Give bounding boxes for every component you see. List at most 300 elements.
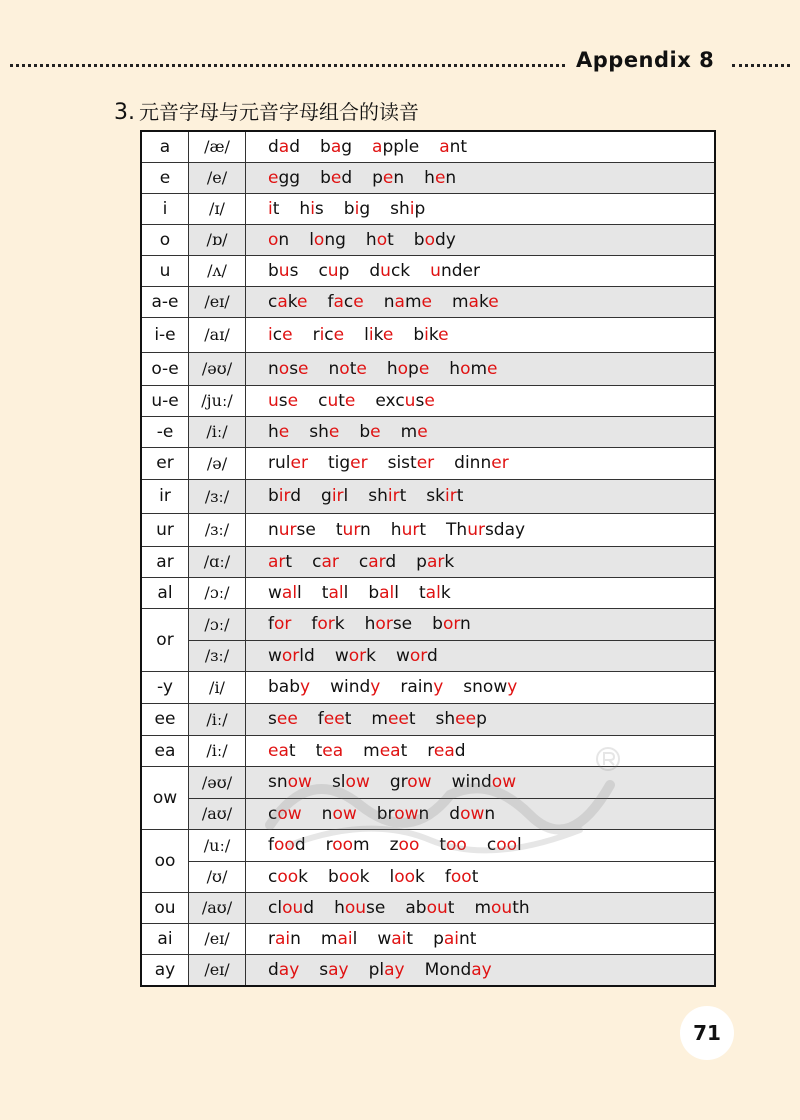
word-letters: tig — [327, 453, 351, 473]
word-letters: t — [288, 740, 296, 761]
highlighted-letters: ar — [268, 551, 286, 572]
example-word — [326, 835, 370, 855]
highlighted-letters: i — [368, 324, 374, 345]
word-letters: k — [415, 866, 425, 887]
highlighted-letters: e — [370, 421, 381, 442]
word-letters: br — [376, 803, 395, 824]
word-letters: h — [268, 421, 279, 442]
example-word — [309, 230, 346, 250]
word-letters: f — [268, 614, 274, 634]
highlighted-letters: e — [297, 291, 308, 312]
appendix-label: Appendix 8 — [576, 48, 715, 72]
word-letters: t — [315, 740, 323, 761]
example-word — [328, 292, 364, 312]
example-word — [426, 486, 463, 506]
example-word — [359, 552, 396, 572]
highlighted-letters: oo — [274, 835, 295, 855]
word-letters: k — [359, 866, 370, 887]
word-letters: f — [444, 866, 451, 887]
table-row — [141, 829, 715, 861]
example-word — [436, 709, 487, 729]
word-letters: l — [297, 582, 302, 603]
example-word — [330, 677, 380, 697]
example-word — [268, 137, 300, 157]
highlighted-letters: a — [372, 136, 383, 157]
example-word — [268, 292, 308, 312]
word-letters: d — [294, 835, 306, 855]
word-letters: rain — [400, 677, 434, 697]
word-letters: l — [309, 229, 314, 250]
highlighted-letters: ai — [337, 928, 353, 949]
highlighted-letters: e — [268, 167, 279, 188]
example-word — [372, 137, 419, 157]
highlighted-letters: ay — [278, 959, 300, 980]
example-words-cell — [246, 224, 716, 255]
word-letters: n — [484, 803, 496, 824]
highlighted-letters: a — [278, 136, 290, 157]
vowel-letter-cell: -e — [141, 416, 189, 447]
highlighted-letters: o — [397, 358, 409, 379]
word-letters: k — [298, 866, 309, 887]
word-letters: m — [363, 740, 380, 761]
section-title — [114, 96, 419, 125]
example-words-cell — [246, 546, 716, 577]
example-word — [268, 230, 289, 250]
highlighted-letters: or — [442, 614, 461, 634]
highlighted-letters: a — [394, 291, 405, 312]
dotted-rule-right — [732, 64, 790, 67]
word-letters: t — [439, 835, 447, 855]
highlighted-letters: ee — [276, 709, 298, 729]
phonetic-symbol-cell: /ʌ/ — [189, 255, 246, 286]
word-letters: d — [268, 136, 279, 157]
highlighted-letters: ai — [275, 928, 291, 949]
word-letters: s — [278, 390, 288, 411]
example-word — [268, 520, 316, 540]
phonetic-symbol-cell: /ɪ/ — [189, 193, 246, 224]
word-letters: s — [289, 260, 299, 281]
word-letters: m — [353, 835, 370, 855]
vowel-letter-cell: i — [141, 193, 189, 224]
highlighted-letters: ea — [322, 740, 344, 761]
highlighted-letters: al — [281, 582, 298, 603]
highlighted-letters: ee — [455, 709, 477, 729]
word-letters: w — [268, 582, 282, 603]
word-letters: c — [343, 291, 354, 312]
word-letters: b — [320, 167, 331, 188]
word-letters: b — [413, 229, 425, 250]
word-letters: b — [368, 582, 380, 603]
word-letters: m — [371, 709, 388, 729]
word-letters: ld — [299, 645, 315, 666]
example-word — [452, 292, 499, 312]
highlighted-letters: or — [274, 614, 292, 634]
example-words-cell — [246, 829, 716, 861]
word-letters: w — [377, 928, 392, 949]
example-word — [400, 677, 443, 697]
phonetic-symbol-cell: /e/ — [189, 162, 246, 193]
example-word — [388, 453, 435, 473]
example-word — [268, 552, 292, 572]
highlighted-letters: e — [434, 167, 446, 188]
example-word — [390, 199, 425, 219]
highlighted-letters: er — [350, 453, 368, 473]
word-letters: wind — [451, 772, 492, 792]
highlighted-letters: ow — [287, 772, 312, 792]
table-row — [141, 640, 715, 671]
example-word — [432, 614, 471, 634]
phonetic-symbol-cell: /ɜː/ — [189, 479, 246, 513]
word-letters: b — [268, 486, 279, 506]
word-letters: k — [287, 291, 298, 312]
example-word — [318, 709, 352, 729]
vowel-letter-cell: or — [141, 608, 189, 671]
word-letters: Th — [446, 519, 468, 540]
word-letters: sh — [309, 421, 329, 442]
highlighted-letters: e — [328, 421, 340, 442]
example-words-cell — [246, 255, 716, 286]
highlighted-letters: a — [439, 136, 450, 157]
highlighted-letters: ur — [342, 519, 361, 540]
word-letters: f — [311, 614, 318, 634]
word-letters: w — [334, 645, 349, 666]
example-word — [268, 168, 300, 188]
example-word — [401, 422, 428, 442]
highlighted-letters: oo — [496, 835, 518, 855]
word-letters: t — [400, 740, 408, 761]
highlighted-letters: ou — [282, 897, 304, 918]
table-row — [141, 766, 715, 798]
example-word — [268, 486, 301, 506]
example-word — [268, 929, 301, 949]
example-word — [371, 709, 415, 729]
highlighted-letters: oo — [446, 835, 467, 855]
word-letters: b — [432, 614, 443, 634]
word-letters: g — [341, 136, 353, 157]
word-letters: b — [343, 198, 355, 219]
highlighted-letters: or — [281, 645, 300, 666]
word-letters: c — [268, 803, 278, 824]
example-words-cell — [246, 479, 716, 513]
highlighted-letters: ay — [471, 959, 492, 980]
highlighted-letters: al — [328, 582, 344, 603]
example-word — [311, 614, 344, 634]
word-letters: t — [285, 551, 293, 572]
highlighted-letters: ur — [278, 519, 297, 540]
example-word — [268, 867, 308, 887]
example-word — [363, 741, 407, 761]
word-letters: pple — [382, 136, 420, 157]
example-word — [368, 486, 406, 506]
phonetic-symbol-cell: /iː/ — [189, 416, 246, 447]
word-letters: b — [268, 260, 279, 281]
example-word — [396, 646, 438, 666]
word-letters: f — [317, 709, 324, 729]
example-words-cell — [246, 385, 716, 416]
phonetic-symbol-cell: /ɑː/ — [189, 546, 246, 577]
word-letters: g — [321, 486, 332, 506]
example-word — [320, 168, 352, 188]
word-letters: n — [460, 614, 471, 634]
word-letters: c — [318, 390, 328, 411]
highlighted-letters: e — [356, 358, 367, 379]
highlighted-letters: e — [438, 324, 449, 345]
word-letters: h — [449, 358, 461, 379]
word-letters: dinn — [454, 453, 492, 473]
word-letters: bab — [268, 677, 300, 697]
highlighted-letters: ea — [268, 740, 289, 761]
word-letters: r — [427, 740, 434, 761]
word-letters: se — [366, 897, 386, 918]
table-row — [141, 608, 715, 640]
word-letters: n — [393, 167, 405, 188]
word-letters: wind — [330, 677, 371, 697]
example-words-cell — [246, 735, 716, 766]
word-letters: l — [394, 582, 399, 603]
highlighted-letters: ou — [491, 897, 513, 918]
word-letters: p — [416, 551, 427, 572]
page-header — [0, 46, 800, 82]
word-letters: n — [268, 519, 279, 540]
word-letters: t — [338, 390, 345, 411]
example-word — [463, 677, 517, 697]
word-letters: h — [334, 897, 345, 918]
example-word — [335, 646, 376, 666]
vowel-letter-cell: al — [141, 577, 189, 608]
word-letters: Mond — [424, 959, 472, 980]
vowel-letter-cell: i-e — [141, 317, 189, 352]
example-words-cell — [246, 513, 716, 546]
word-letters: t — [387, 229, 394, 250]
table-row — [141, 513, 715, 546]
example-word — [405, 898, 454, 918]
phonetic-symbol-cell: /ɔː/ — [189, 608, 246, 640]
example-word — [474, 898, 529, 918]
word-letters: c — [268, 866, 278, 887]
word-letters: f — [268, 835, 274, 855]
word-letters: se — [392, 614, 413, 634]
highlighted-letters: ay — [384, 959, 405, 980]
table-row — [141, 923, 715, 954]
highlighted-letters: ir — [387, 486, 400, 506]
highlighted-letters: al — [425, 582, 441, 603]
example-words-cell — [246, 352, 716, 385]
example-word — [390, 867, 425, 887]
word-letters: r — [312, 324, 320, 345]
word-letters: rul — [268, 453, 291, 473]
word-letters: snow — [463, 677, 508, 697]
example-word — [268, 391, 298, 411]
word-letters: s — [268, 709, 277, 729]
vowel-letter-cell: oo — [141, 829, 189, 892]
table-row — [141, 447, 715, 479]
highlighted-letters: y — [433, 677, 444, 697]
example-word — [391, 520, 426, 540]
highlighted-letters: e — [382, 167, 394, 188]
phonetic-symbol-cell: /ʊ/ — [189, 861, 246, 892]
example-words-cell — [246, 416, 716, 447]
word-letters: t — [272, 198, 280, 219]
example-word — [454, 453, 509, 473]
example-word — [419, 583, 451, 603]
example-word — [433, 929, 476, 949]
table-row — [141, 861, 715, 892]
phonetic-symbol-cell: /eɪ/ — [189, 923, 246, 954]
highlighted-letters: oo — [398, 835, 420, 855]
word-letters: p — [372, 167, 383, 188]
vowel-pronunciation-table — [140, 130, 716, 987]
example-word — [319, 960, 348, 980]
example-word — [425, 960, 492, 980]
word-letters: z — [389, 835, 399, 855]
word-letters: h — [299, 198, 311, 219]
highlighted-letters: ou — [426, 897, 448, 918]
vowel-letter-cell: u-e — [141, 385, 189, 416]
example-words-cell — [246, 923, 716, 954]
example-word — [332, 772, 370, 792]
word-letters: w — [268, 645, 282, 666]
example-word — [268, 325, 293, 345]
example-word — [299, 199, 323, 219]
word-letters: h — [424, 167, 435, 188]
word-letters: l — [364, 324, 369, 345]
example-words-cell — [246, 447, 716, 479]
word-letters: nder — [440, 260, 480, 281]
highlighted-letters: a — [277, 291, 288, 312]
word-letters: c — [272, 324, 283, 345]
highlighted-letters: e — [382, 324, 394, 345]
word-letters: s — [319, 959, 329, 980]
word-letters: d — [385, 551, 397, 572]
table-row — [141, 892, 715, 923]
highlighted-letters: e — [424, 390, 435, 411]
highlighted-letters: ee — [323, 709, 345, 729]
highlighted-letters: a — [333, 291, 344, 312]
highlighted-letters: y — [507, 677, 518, 697]
example-words-cell — [246, 193, 716, 224]
highlighted-letters: or — [375, 614, 393, 634]
example-words-cell — [246, 640, 716, 671]
word-letters: th — [512, 897, 530, 918]
word-letters: b — [328, 866, 339, 887]
word-letters: nt — [459, 928, 477, 949]
word-letters: sh — [435, 709, 456, 729]
phonetic-symbol-cell: /uː/ — [189, 829, 246, 861]
example-words-cell — [246, 861, 716, 892]
vowel-letter-cell: ur — [141, 513, 189, 546]
phonetic-symbol-cell: /ə/ — [189, 447, 246, 479]
word-letters: n — [268, 358, 279, 379]
highlighted-letters: u — [278, 260, 290, 281]
word-letters: dy — [434, 229, 456, 250]
example-words-cell — [246, 766, 716, 798]
highlighted-letters: u — [380, 260, 391, 281]
example-words-cell — [246, 317, 716, 352]
phonetic-symbol-cell: /i/ — [189, 671, 246, 703]
word-letters: ab — [405, 897, 427, 918]
example-word — [321, 929, 357, 949]
phonetic-symbol-cell: /iː/ — [189, 735, 246, 766]
word-letters: t — [321, 582, 329, 603]
highlighted-letters: i — [268, 324, 273, 345]
table-row — [141, 224, 715, 255]
table-row — [141, 286, 715, 317]
table-row — [141, 671, 715, 703]
word-letters: s — [314, 198, 324, 219]
example-word — [321, 486, 348, 506]
vowel-letter-cell: e — [141, 162, 189, 193]
highlighted-letters: u — [327, 390, 339, 411]
vowel-letter-cell: u — [141, 255, 189, 286]
vowel-letter-cell: ai — [141, 923, 189, 954]
vowel-letter-cell: ou — [141, 892, 189, 923]
highlighted-letters: ai — [443, 928, 460, 949]
highlighted-letters: ur — [467, 519, 485, 540]
word-letters: sn — [268, 772, 288, 792]
vowel-letter-cell: ir — [141, 479, 189, 513]
highlighted-letters: or — [348, 645, 367, 666]
word-letters: g — [359, 198, 371, 219]
table-row — [141, 577, 715, 608]
highlighted-letters: oo — [394, 866, 416, 887]
word-letters: gg — [278, 167, 301, 188]
word-letters: h — [364, 614, 376, 634]
example-word — [322, 804, 357, 824]
vowel-letter-cell: ay — [141, 954, 189, 986]
phonetic-symbol-cell: /ɒ/ — [189, 224, 246, 255]
example-word — [377, 929, 413, 949]
highlighted-letters: o — [313, 229, 325, 250]
word-letters: l — [389, 866, 395, 887]
phonetic-symbol-cell: /ɜː/ — [189, 640, 246, 671]
example-word — [312, 552, 339, 572]
highlighted-letters: e — [344, 390, 356, 411]
highlighted-letters: ai — [391, 928, 407, 949]
example-words-cell — [246, 671, 716, 703]
highlighted-letters: or — [409, 645, 427, 666]
word-letters: t — [419, 582, 426, 603]
word-letters: n — [278, 229, 290, 250]
word-letters: d — [289, 136, 301, 157]
word-letters: f — [327, 291, 334, 312]
example-word — [369, 261, 410, 281]
word-letters: b — [320, 136, 331, 157]
example-word — [359, 422, 380, 442]
example-word — [344, 199, 370, 219]
word-letters: ng — [324, 229, 346, 250]
highlighted-letters: i — [354, 198, 360, 219]
phonetic-symbol-cell: /æ/ — [189, 131, 246, 162]
highlighted-letters: ee — [387, 709, 409, 729]
highlighted-letters: i — [409, 198, 415, 219]
word-letters: n — [383, 291, 395, 312]
word-letters: n — [445, 167, 457, 188]
word-letters: sist — [387, 453, 417, 473]
dotted-rule-left — [10, 64, 565, 67]
word-letters: d — [454, 740, 466, 761]
word-letters: sl — [331, 772, 346, 792]
word-letters: l — [343, 486, 349, 506]
example-word — [268, 741, 296, 761]
phonetic-symbol-cell: /ɔː/ — [189, 577, 246, 608]
word-letters: c — [318, 260, 328, 281]
word-letters: k — [366, 645, 376, 666]
table-row — [141, 954, 715, 986]
example-word — [316, 741, 344, 761]
vowel-letter-cell: ee — [141, 703, 189, 735]
word-letters: n — [321, 803, 333, 824]
example-words-cell — [246, 608, 716, 640]
